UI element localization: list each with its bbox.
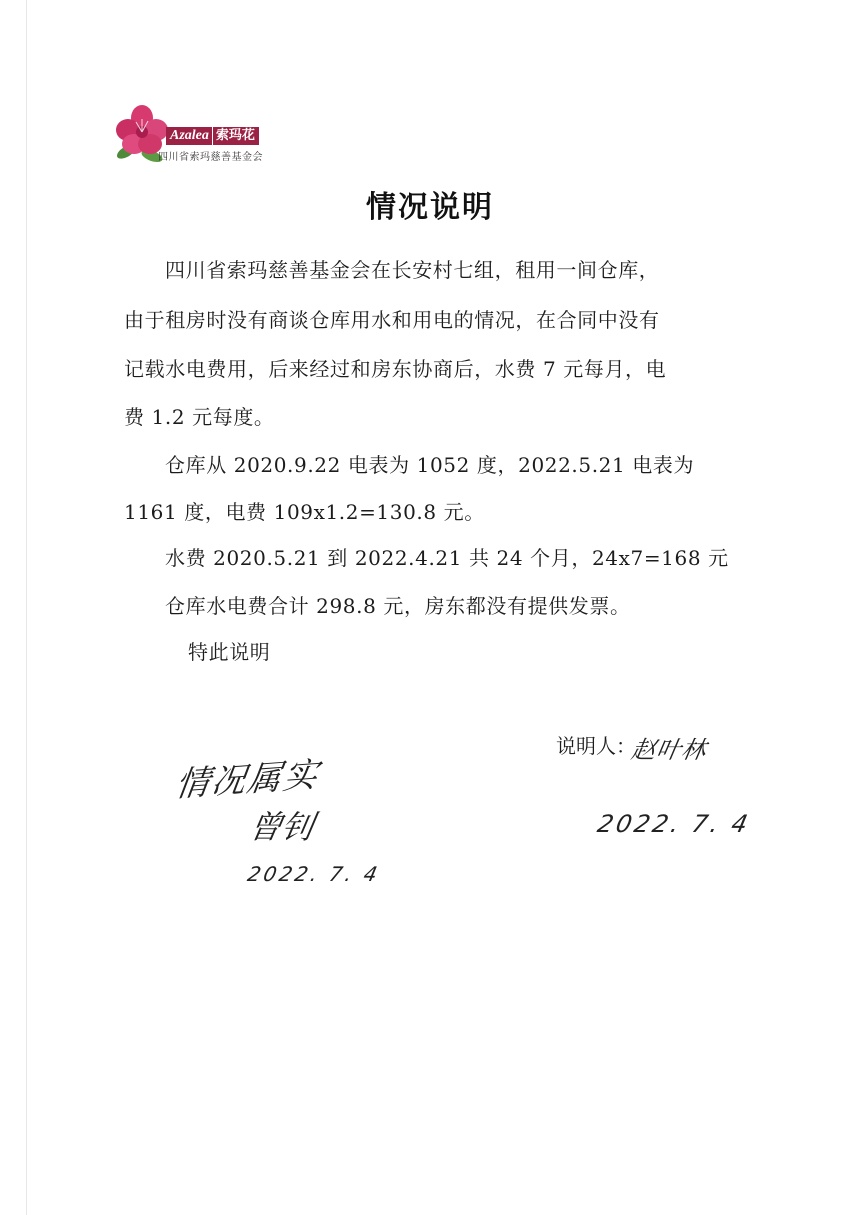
verifier-signature: 曾钊: [246, 808, 318, 846]
logo-brand-en: Azalea: [166, 127, 212, 145]
signer-label: 说明人：: [556, 734, 636, 758]
body-line: 水费 2020.5.21 到 2022.4.21 共 24 个月，24x7=168 元: [165, 546, 729, 570]
verifier-date: 2022. 7. 4: [245, 862, 383, 886]
document-title: 情况说明: [366, 190, 494, 225]
body-line: 记载水电费用，后来经过和房东协商后，水费 7 元每月，电: [124, 357, 667, 381]
foundation-logo: [112, 104, 282, 166]
body-line: 费 1.2 元每度。: [124, 405, 275, 429]
logo-brand-cn: 索玛花: [212, 127, 259, 145]
body-line: 四川省索玛慈善基金会在长安村七组，租用一间仓库，: [165, 258, 660, 282]
body-line: 仓库从 2020.9.22 电表为 1052 度，2022.5.21 电表为: [165, 453, 695, 477]
body-line: 由于租房时没有商谈仓库用水和用电的情况，在合同中没有: [124, 308, 660, 332]
signer-signature: 赵叶林: [629, 736, 710, 764]
signer-date: 2022. 7. 4: [595, 810, 754, 838]
body-line: 仓库水电费合计 298.8 元，房东都没有提供发票。: [165, 594, 631, 618]
logo-brand: [166, 126, 259, 146]
body-line: 1161 度，电费 109x1.2=130.8 元。: [124, 500, 485, 524]
logo-org-name: 四川省索玛慈善基金会: [158, 152, 263, 163]
verification-note: 情况属实: [172, 754, 323, 806]
closing-text: 特此说明: [188, 640, 271, 664]
